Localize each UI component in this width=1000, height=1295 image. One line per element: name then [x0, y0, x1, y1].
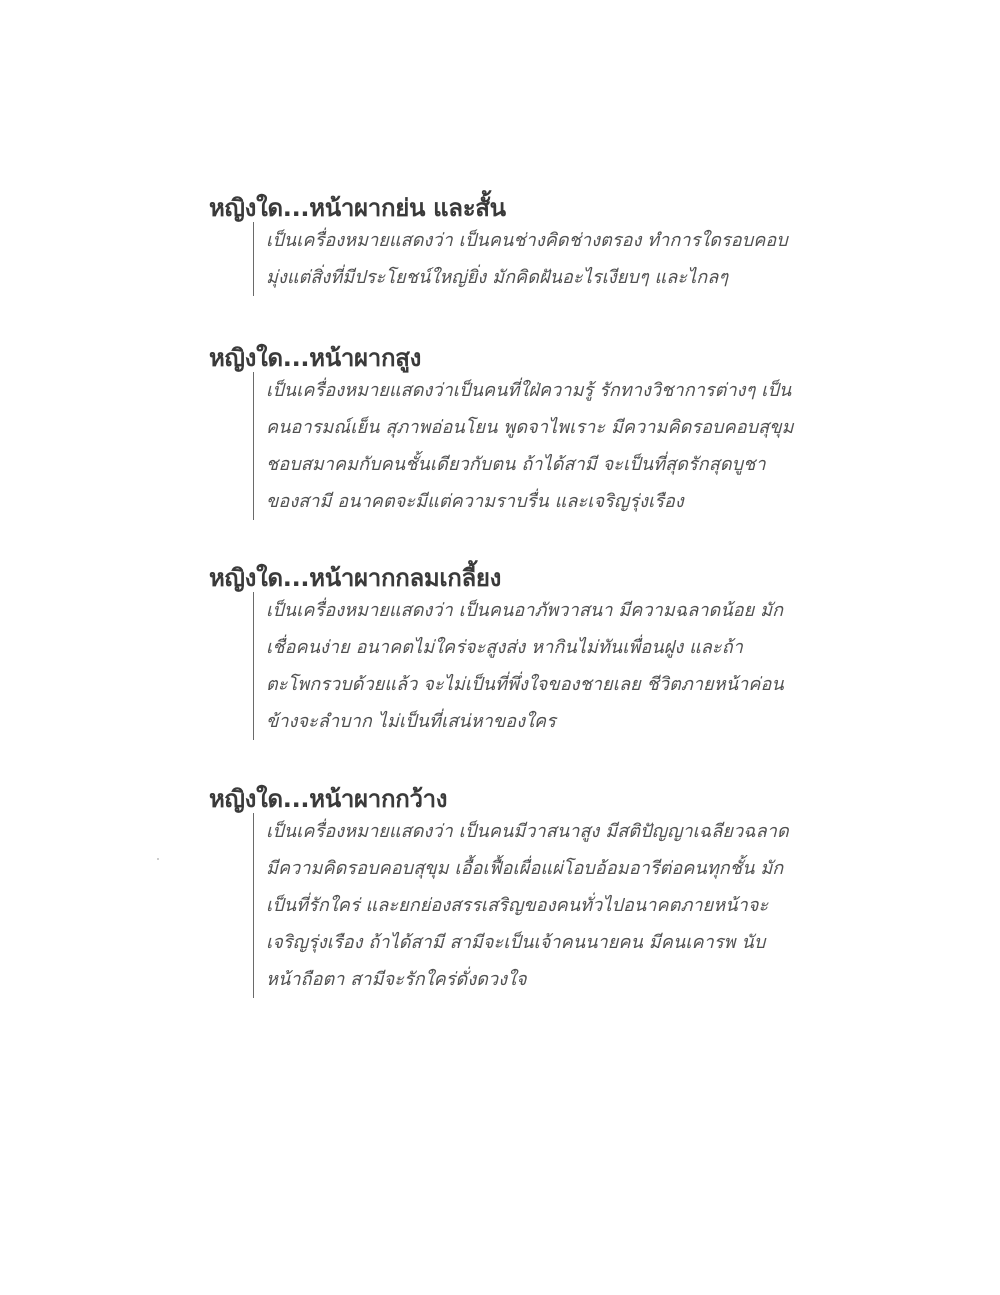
section-round-smooth-forehead: [209, 560, 829, 740]
body-line: เป็นเครื่องหมายแสดงว่า เป็นคนช่างคิดช่างตรอง ทำการใดรอบคอบ: [266, 230, 788, 251]
section-body: [253, 813, 829, 998]
body-line: เจริญรุ่งเรือง ถ้าได้สามี สามีจะเป็นเจ้าคนนายคน มีคนเคารพ นับ: [266, 932, 766, 953]
body-line: ของสามี อนาคตจะมีแต่ความราบรื่น และเจริญรุ่งเรือง: [266, 491, 684, 512]
body-line: คนอารมณ์เย็น สุภาพอ่อนโยน พูดจาไพเราะ มีความคิดรอบคอบสุขุม: [266, 417, 794, 438]
section-heading: หญิงใด...หน้าผากกลมเกลี้ยง: [209, 564, 502, 592]
scan-speck: [157, 858, 159, 860]
section-wrinkled-short-forehead: [209, 190, 829, 296]
section-heading: หญิงใด...หน้าผากย่น และสั้น: [209, 194, 506, 222]
body-line: มีความคิดรอบคอบสุขุม เอื้อเฟื้อเผื่อแผ่โอบอ้อมอารีต่อคนทุกชั้น มัก: [266, 858, 784, 879]
section-body: [253, 592, 829, 740]
body-line: เป็นเครื่องหมายแสดงว่า เป็นคนอาภัพวาสนา มีความฉลาดน้อย มัก: [266, 600, 784, 621]
body-line: ตะโพกรวบด้วยแล้ว จะไม่เป็นที่พึ่งใจของชายเลย ชีวิตภายหน้าค่อน: [266, 674, 784, 695]
body-line: เชื่อคนง่าย อนาคตไม่ใคร่จะสูงส่ง หากินไม่ทันเพื่อนฝูง และถ้า: [266, 637, 743, 658]
body-line: ข้างจะลำบาก ไม่เป็นที่เสน่หาของใคร: [266, 711, 556, 732]
body-line: เป็นที่รักใคร่ และยกย่องสรรเสริญของคนทั่วไปอนาคตภายหน้าจะ: [266, 895, 769, 916]
section-heading: หญิงใด...หน้าผากกว้าง: [209, 785, 448, 813]
section-heading: หญิงใด...หน้าผากสูง: [209, 344, 421, 372]
section-high-forehead: [209, 340, 829, 520]
body-line: หน้าถือตา สามีจะรักใคร่ดั่งดวงใจ: [266, 969, 527, 990]
body-line: เป็นเครื่องหมายแสดงว่า เป็นคนมีวาสนาสูง มีสติปัญญาเฉลียวฉลาด: [266, 821, 789, 842]
section-body: [253, 372, 829, 520]
section-body: [253, 222, 829, 296]
body-line: ชอบสมาคมกับคนชั้นเดียวกับตน ถ้าได้สามี จะเป็นที่สุดรักสุดบูชา: [266, 454, 766, 475]
body-line: เป็นเครื่องหมายแสดงว่าเป็นคนที่ใฝ่ความรู้ รักทางวิชาการต่างๆ เป็น: [266, 380, 792, 401]
section-wide-forehead: [209, 781, 829, 998]
body-line: มุ่งแต่สิ่งที่มีประโยชน์ใหญ่ยิ่ง มักคิดฝันอะไรเงียบๆ และไกลๆ: [266, 267, 729, 288]
